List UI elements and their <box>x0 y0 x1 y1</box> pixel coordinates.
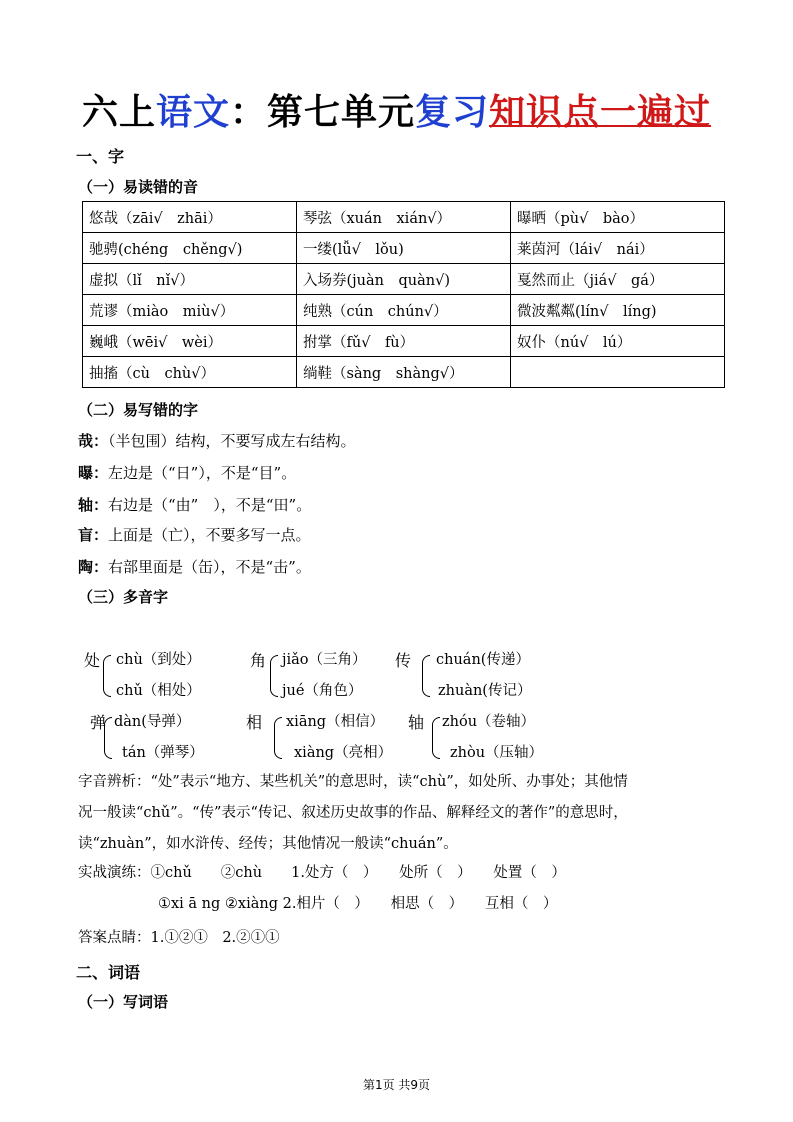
practice-line-2: ①xi ā ng ②xiàng 2.相片（ ） 相思（ ） 互相（ ） <box>158 896 558 912</box>
writing-note-2 <box>78 462 296 483</box>
table-cell: 琴弦（xuán xián√） <box>297 202 511 233</box>
analysis-line-1: 字音辨析：“处”表示“地方、某些机关”的意思时，读“chù”，如处所、办事处；其他情 <box>78 774 628 790</box>
poly-reading-1: chuán(传递） <box>436 652 530 668</box>
writing-text: （半包围）结构，不要写成左右结构。 <box>108 432 356 450</box>
table-row <box>83 295 725 326</box>
poly-reading-1: chù（到处） <box>116 652 201 668</box>
brace-icon <box>432 717 440 759</box>
section-heading-characters: 一、字 <box>76 147 125 166</box>
table-cell: 绱鞋（sàng shàng√） <box>297 357 511 388</box>
poly-reading-2: tán（弹琴） <box>122 745 204 761</box>
writing-text: 右边是（“由” ），不是“田”。 <box>108 496 312 514</box>
table-cell <box>511 357 725 388</box>
table-cell: 一缕(lǚ√ lǒu) <box>297 233 511 264</box>
pronunciation-table <box>82 201 725 388</box>
table-cell: 奴仆（nú√ lú） <box>511 326 725 357</box>
table-row <box>83 357 725 388</box>
writing-char: 曝： <box>78 464 109 482</box>
poly-reading-1: zhóu（卷轴） <box>442 714 536 730</box>
poly-reading-2: zhòu（压轴） <box>450 745 544 761</box>
table-cell: 悠哉（zāi√ zhāi） <box>83 202 297 233</box>
poly-reading-1: dàn(导弹） <box>114 714 191 730</box>
subheading-pronunciation: （一）易读错的音 <box>78 178 199 196</box>
page-title <box>0 84 793 135</box>
table-cell: 拊掌（fǔ√ fù） <box>297 326 511 357</box>
table-row <box>83 326 725 357</box>
poly-reading-2: xiàng（亮相） <box>294 745 393 761</box>
title-part-2: 语文 <box>155 92 230 133</box>
brace-icon <box>422 655 430 697</box>
poly-reading-2: jué（角色） <box>282 683 363 699</box>
table-cell: 巍峨（wēi√ wèi） <box>83 326 297 357</box>
table-cell: 微波粼粼(lín√ líng) <box>511 295 725 326</box>
poly-reading-1: xiāng（相信） <box>286 714 385 730</box>
practice-line-1: 实战演练：①chǔ ②chù 1.处方（ ） 处所（ ） 处置（ ） <box>78 865 566 881</box>
title-part-1: 六上 <box>81 92 156 133</box>
poly-char: 轴 <box>408 713 425 732</box>
table-cell: 虚拟（lǐ nǐ√） <box>83 264 297 295</box>
poly-char: 角 <box>250 651 267 670</box>
writing-char: 盲： <box>78 526 109 544</box>
poly-char: 传 <box>395 651 412 670</box>
table-cell: 纯熟（cún chún√） <box>297 295 511 326</box>
writing-note-1 <box>78 430 356 451</box>
table-cell: 莱茵河（lái√ nái） <box>511 233 725 264</box>
title-part-5: 知识点一遍过 <box>489 92 712 133</box>
poly-char: 弹 <box>90 713 107 732</box>
brace-icon <box>104 717 112 759</box>
title-part-4: 复习 <box>415 92 490 133</box>
poly-char: 相 <box>246 713 263 732</box>
writing-note-4 <box>78 524 311 545</box>
analysis-line-2: 况一般读“chǔ”。“传”表示“传记、叙述历史故事的作品、解释经文的著作”的意思时， <box>78 805 628 821</box>
writing-char: 哉： <box>78 432 109 450</box>
table-cell: 抽搐（cù chù√） <box>83 357 297 388</box>
answer-line: 答案点睛：1.①②① 2.②①① <box>78 930 280 946</box>
writing-text: 左边是（“日”），不是“目”。 <box>108 464 297 482</box>
brace-icon <box>270 655 278 697</box>
writing-text: 右部里面是（缶），不是“击”。 <box>108 558 311 576</box>
subheading-polyphonic: （三）多音字 <box>78 588 169 606</box>
subheading-write-words: （一）写词语 <box>78 993 169 1011</box>
writing-char: 轴： <box>78 496 109 514</box>
table-row <box>83 233 725 264</box>
poly-char: 处 <box>84 651 101 670</box>
writing-note-3 <box>78 494 311 515</box>
writing-text: 上面是（亡），不要多写一点。 <box>108 526 311 544</box>
table-cell: 驰骋(chéng chěng√) <box>83 233 297 264</box>
poly-reading-2: chǔ（相处） <box>116 683 201 699</box>
table-cell: 戛然而止（jiá√ gá） <box>511 264 725 295</box>
poly-reading-1: jiǎo（三角） <box>282 652 367 668</box>
writing-note-5 <box>78 556 311 577</box>
section-heading-words: 二、词语 <box>76 963 141 982</box>
table-cell: 入场券(juàn quàn√) <box>297 264 511 295</box>
table-cell: 荒谬（miào miù√） <box>83 295 297 326</box>
analysis-line-3: 读“zhuàn”，如水浒传、经传；其他情况一般读“chuán”。 <box>78 836 458 852</box>
table-row <box>83 202 725 233</box>
brace-icon <box>103 655 111 697</box>
table-cell: 曝晒（pù√ bào） <box>511 202 725 233</box>
page-number: 第1页 共9页 <box>362 1078 431 1092</box>
brace-icon <box>274 717 282 759</box>
title-part-3: ：第七单元 <box>229 92 415 133</box>
writing-char: 陶： <box>78 558 109 576</box>
table-row <box>83 264 725 295</box>
poly-reading-2: zhuàn(传记） <box>438 683 532 699</box>
subheading-writing: （二）易写错的字 <box>78 401 199 419</box>
